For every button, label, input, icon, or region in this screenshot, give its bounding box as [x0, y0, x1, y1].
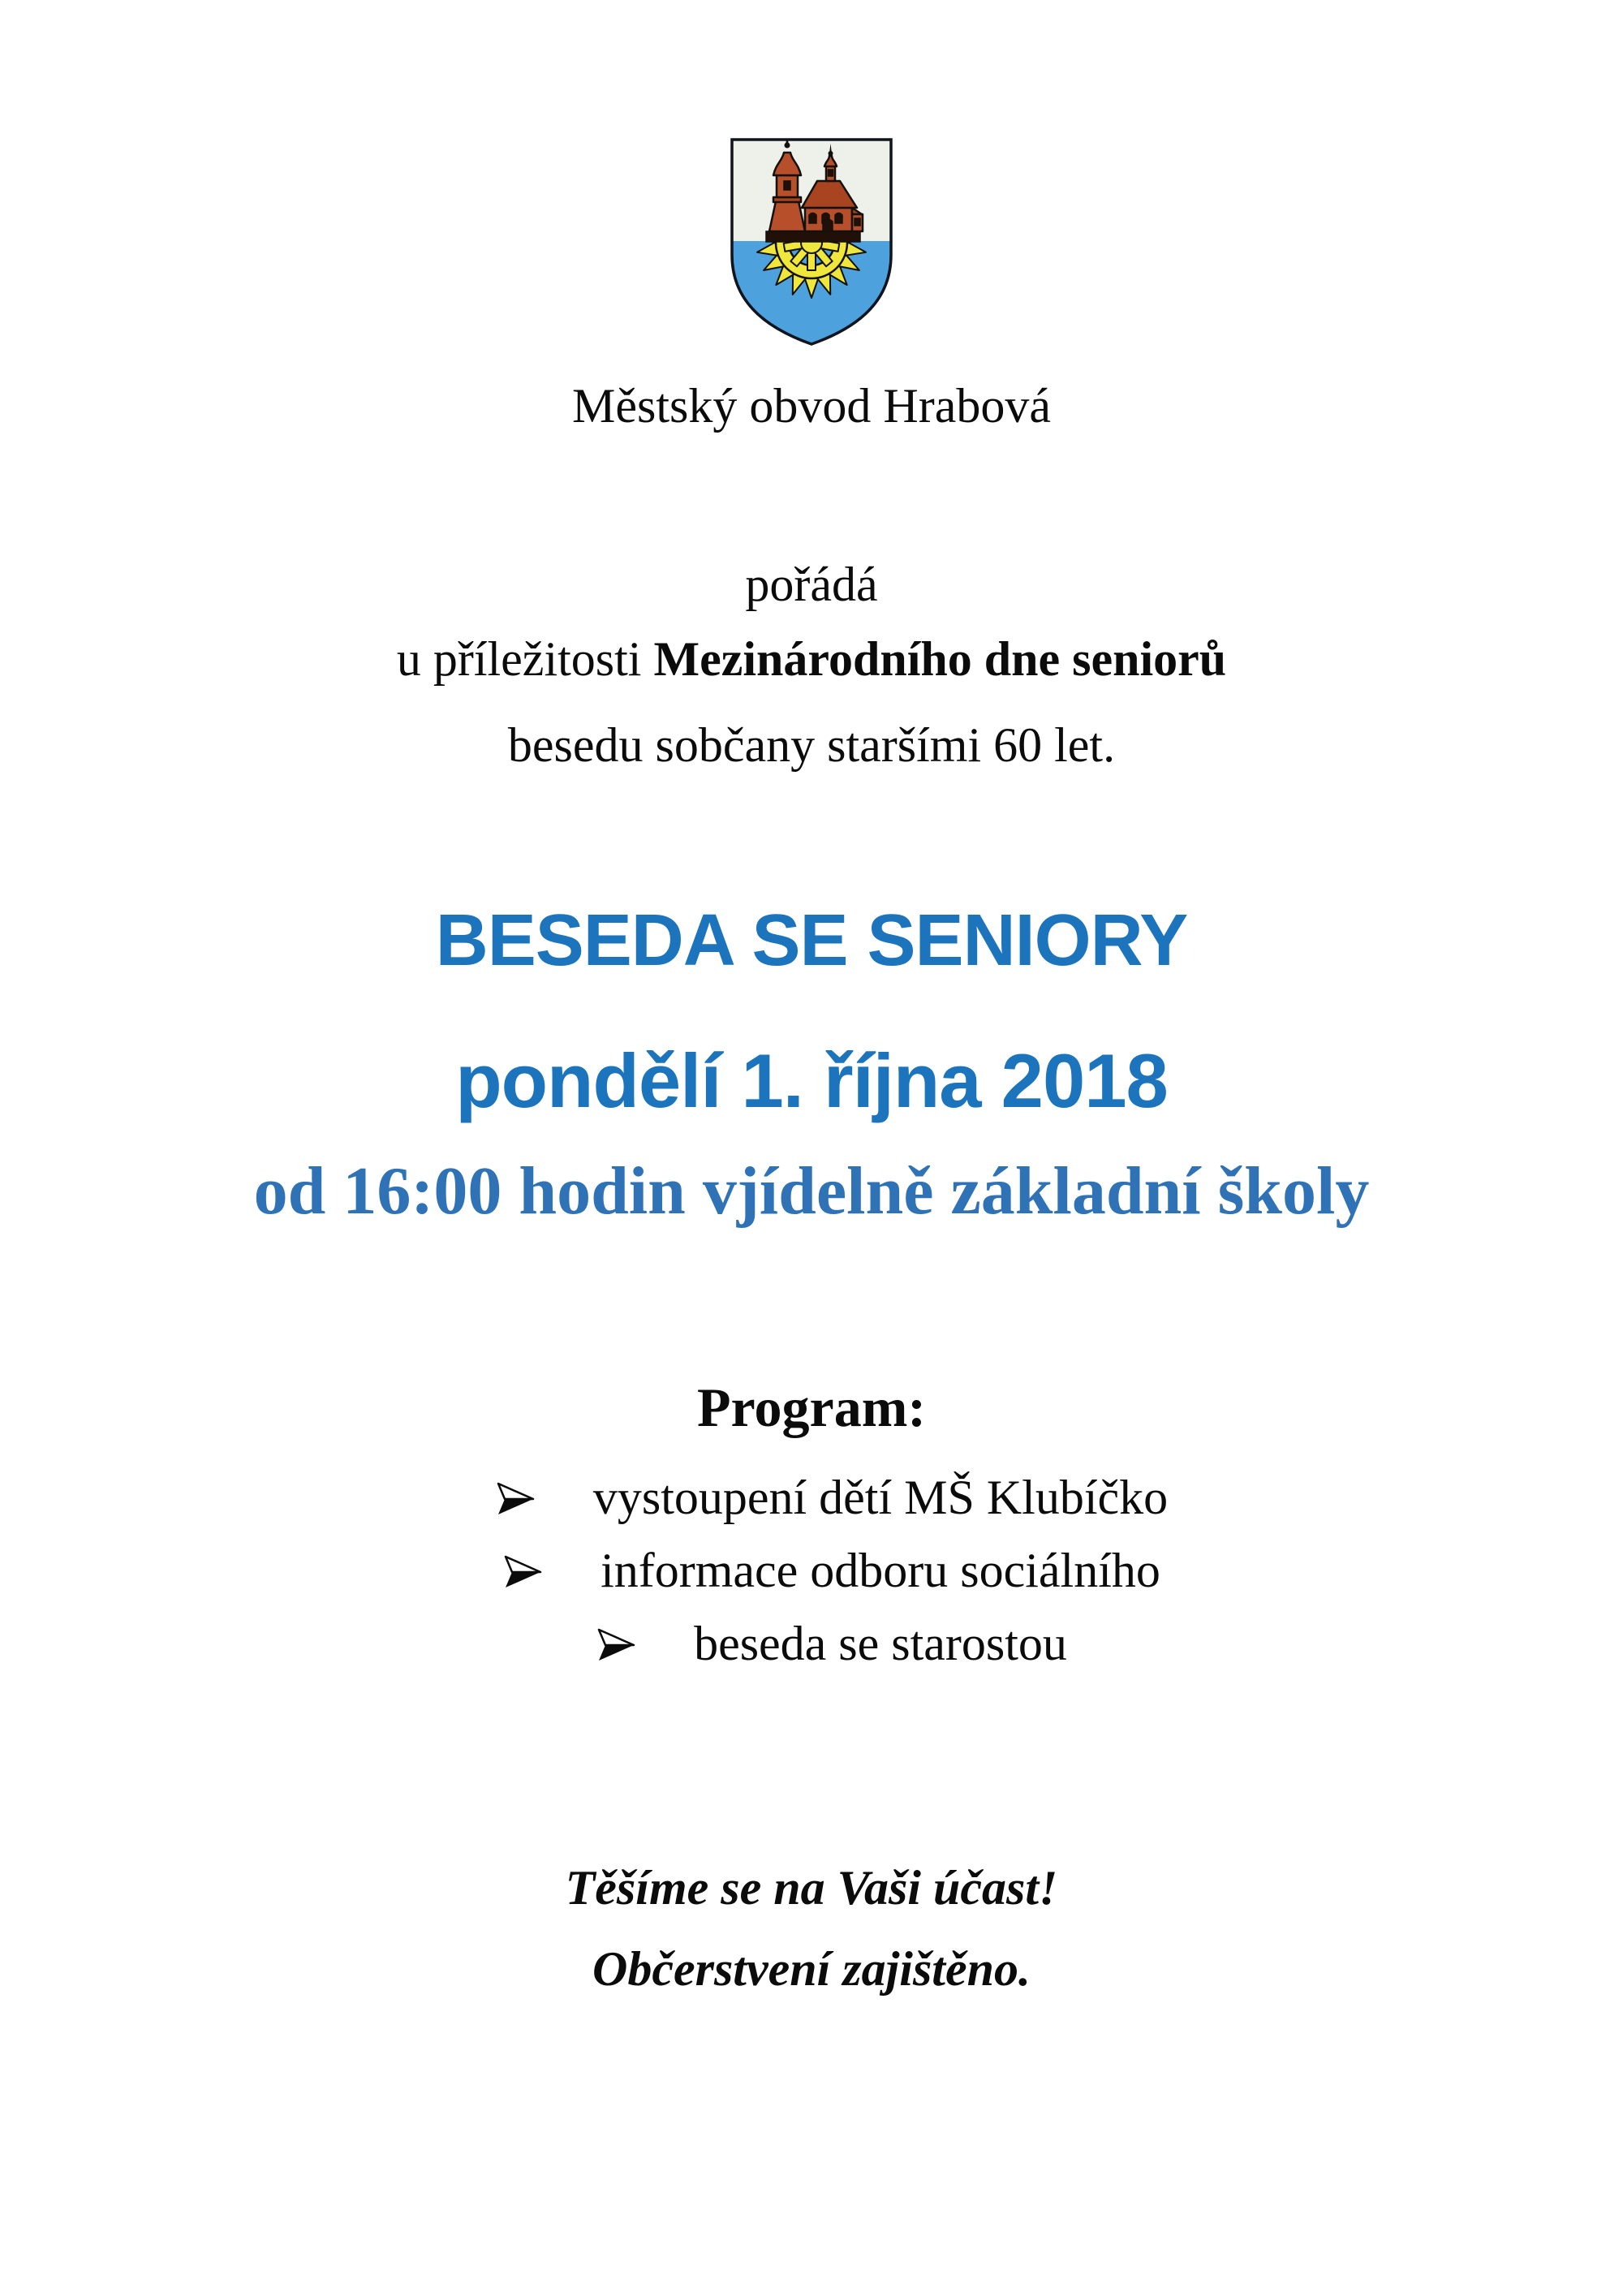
event-time-place: od 16:00 hodin vjídelně základní školy — [253, 1153, 1370, 1229]
arrow-bullet-icon — [596, 1628, 637, 1662]
event-title: BESEDA SE SENIORY — [435, 900, 1188, 981]
program-item-label: beseda se starostou — [694, 1617, 1067, 1671]
intro-line-3: besedu sobčany staršími 60 let. — [507, 718, 1116, 772]
intro-line-2-occasion: Mezinárodního dne seniorů — [653, 632, 1227, 686]
arrow-bullet-icon — [496, 1482, 536, 1516]
hrabova-coat-of-arms — [724, 135, 899, 349]
closing-line-2: Občerstvení zajištěno. — [592, 1942, 1031, 1996]
program-list — [20, 1469, 1623, 1689]
program-item-label: vystoupení dětí MŠ Klubíčko — [592, 1471, 1169, 1524]
event-date: pondělí 1. října 2018 — [455, 1038, 1168, 1123]
intro-line-2-prefix: u příležitosti — [396, 632, 654, 686]
program-heading: Program: — [697, 1376, 926, 1438]
program-item — [20, 1469, 1623, 1526]
closing-line-1: Těšíme se na Vaši účast! — [565, 1861, 1058, 1915]
organization-name: Městský obvod Hrabová — [572, 379, 1051, 433]
intro-line-2 — [0, 631, 1623, 687]
coat-of-arms-icon — [724, 135, 899, 349]
program-item — [20, 1542, 1623, 1599]
program-item-label: informace odboru sociálního — [601, 1544, 1160, 1598]
arrow-bullet-icon — [503, 1555, 544, 1589]
program-item — [20, 1615, 1623, 1672]
intro-line-1: pořádá — [745, 558, 878, 611]
